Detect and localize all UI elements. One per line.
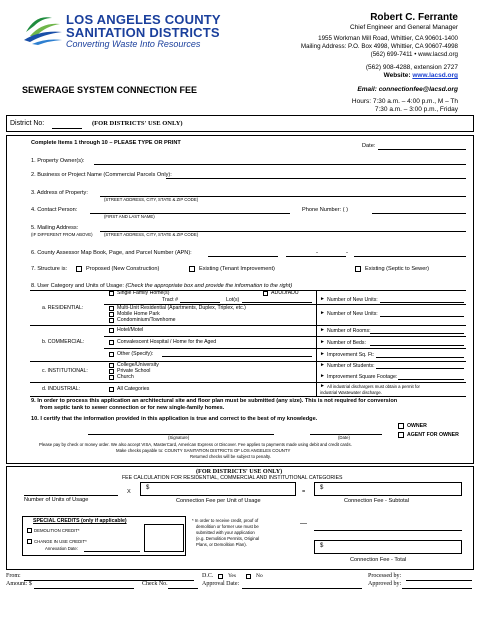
apn-book-input[interactable] [208, 256, 278, 257]
org-tagline: Converting Waste Into Resources [66, 39, 201, 49]
arrow-icon: ► [320, 296, 325, 302]
subtotal-box[interactable] [314, 482, 462, 496]
agent-label: AGENT FOR OWNER [407, 432, 459, 438]
credit-note-5: Plans, or Demolition Plan). [196, 542, 247, 547]
adu-checkbox[interactable] [263, 291, 268, 296]
mailing-address-label: 5. Mailing Address: [31, 225, 79, 231]
from-label: From: [6, 573, 21, 579]
demolition-credit-checkbox[interactable] [27, 528, 32, 533]
structure-proposed-checkbox[interactable] [76, 266, 82, 272]
industrial-note-1: All industrial dischargers must obtain a permit for [327, 384, 420, 389]
sfh-checkbox[interactable] [109, 291, 114, 296]
total-label: Connection Fee - Total [350, 557, 407, 563]
res-bottom [30, 325, 466, 326]
inst-bottom [30, 382, 466, 383]
total-dollar: $ [320, 543, 324, 549]
rooms-input[interactable] [370, 333, 464, 334]
check-no-input[interactable] [168, 588, 198, 589]
other-checkbox[interactable] [109, 352, 114, 357]
approved-by-label: Approved by: [368, 581, 402, 587]
times-sign: X [127, 489, 131, 495]
check-no-label: Check No. [142, 581, 168, 587]
condo-checkbox[interactable] [109, 318, 114, 323]
officer-title: Chief Engineer and General Manager [349, 24, 458, 31]
arrow-icon: ► [320, 310, 325, 316]
other-label: Other (Specify): [117, 351, 154, 357]
org-name-line2: SANITATION DISTRICTS [66, 25, 220, 40]
website-row [384, 72, 458, 79]
email-row [357, 86, 458, 93]
payment-note-1: Please pay by check or money order. We also accept VISA, MasterCard, American Express or Discover. Fee applies to payments made using debit and credit cards. [39, 442, 352, 447]
structure-septic-checkbox[interactable] [355, 266, 361, 272]
date-label: Date: [362, 143, 376, 149]
logo [22, 12, 64, 46]
fee-calc-heading: FEE CALCULATION FOR RESIDENTIAL, COMMERCIAL AND INSTITUTIONAL CATEGORIES [122, 475, 343, 481]
commercial-label: b. COMMERCIAL: [42, 339, 85, 345]
payment-note-2: Make checks payable to: COUNTY SANITATION DISTRICTS OF LOS ANGELES COUNTY [116, 448, 291, 453]
owner-label: OWNER [407, 423, 427, 429]
instructions: Complete Items 1 through 10 – PLEASE TYPE OR PRINT [31, 140, 181, 146]
signature-label: (Signature) [168, 435, 190, 440]
other-input[interactable] [162, 356, 312, 357]
church-checkbox[interactable] [109, 375, 114, 380]
amount-input[interactable] [34, 588, 134, 589]
property-owner-label: 1. Property Owner(s): [31, 158, 85, 164]
mailing-address-hint2: (STREET ADDRESS, CITY, STATE & ZIP CODE) [104, 232, 199, 237]
minus-sign: — [300, 520, 307, 527]
approval-date-input[interactable] [242, 588, 362, 589]
business-name-label: 2. Business or Project Name (Commercial Parcels Only): [31, 172, 172, 178]
user-category-note: (Check the appropriate box and provide the information to the right) [125, 283, 293, 289]
dc-no-label: No [256, 573, 263, 579]
district-note: (FOR DISTRICTS' USE ONLY) [92, 120, 183, 127]
processed-by-input[interactable] [406, 580, 472, 581]
new-units-input-1[interactable] [380, 302, 464, 303]
district-box [6, 115, 474, 132]
district-input[interactable] [52, 128, 82, 129]
approved-by-input[interactable] [402, 588, 472, 589]
payment-note-3: Returned checks will be subject to penalty. [190, 454, 271, 459]
credit-note-3: submitted with your application [196, 530, 255, 535]
processed-by-label: Processed by: [368, 573, 402, 579]
website-link[interactable]: www.lacsd.org [412, 72, 458, 79]
apn-dash2: - [346, 250, 348, 256]
apn-page-input[interactable] [286, 256, 346, 257]
improvement-sqft-input[interactable] [398, 379, 464, 380]
units-of-usage-label: Number of Units of Usage [24, 497, 89, 503]
students-input[interactable] [376, 368, 464, 369]
lots-label: Lot(s) [226, 297, 240, 303]
subtotal-label: Connection Fee - Subtotal [344, 498, 409, 504]
credit-note-2: demolition or former use must be [196, 524, 259, 529]
arrow-icon: ► [320, 351, 325, 357]
contact-person-label: 4. Contact Person: [31, 207, 78, 213]
college-label: College/University [117, 362, 159, 368]
main-form-box [6, 135, 474, 464]
district-label: District No: [10, 120, 45, 127]
mobile-home-label: Mobile Home Park [117, 311, 160, 317]
rooms-label: Number of Rooms: [327, 328, 371, 334]
structure-label: 7. Structure is: [31, 266, 68, 272]
structure-septic-label: Existing (Septic to Sewer) [365, 266, 430, 272]
address-line1: 1955 Workman Mill Road, Whittier, CA 90601-1400 [318, 35, 458, 42]
annexation-date-label: Annexation Date: [45, 546, 78, 551]
owner-checkbox[interactable] [398, 423, 404, 429]
mailing-address-hint1: (IF DIFFERENT FROM ABOVE) [31, 232, 93, 237]
new-units-input-2[interactable] [380, 316, 464, 317]
item10-statement: 10. I certify that the information provided in this application is true and correct to the best of my knowledge. [31, 416, 318, 422]
user-category-title: 8. User Category and Units of Usage: [31, 283, 124, 289]
hotel-label: Hotel/Motel [117, 327, 144, 333]
residential-label: a. RESIDENTIAL: [42, 305, 84, 311]
credit-note-1: * In order to receive credit, proof of [192, 518, 259, 523]
arrow-icon: ► [320, 373, 325, 379]
email-link[interactable]: connectionfee@lacsd.org [378, 86, 458, 93]
lots-input[interactable] [242, 302, 312, 303]
demolition-credit-label: DEMOLITION CREDIT* [34, 528, 80, 533]
property-address-hint: (STREET ADDRESS, CITY, STATE & ZIP CODE) [104, 197, 199, 202]
from-input[interactable] [24, 580, 194, 581]
com-bottom [30, 361, 466, 362]
students-label: Number of Students: [327, 363, 375, 369]
change-in-use-checkbox[interactable] [27, 539, 32, 544]
hours-line2: 7:30 a.m. – 3:00 p.m., Friday [374, 106, 458, 113]
improvement-sqft-label: Improvement Square Footage: [327, 374, 398, 380]
special-credits-title: SPECIAL CREDITS (only if applicable) [33, 518, 127, 524]
fee-per-unit-dollar: $ [146, 485, 150, 491]
dc-label: D.C. [202, 573, 214, 579]
structure-existing-ti-label: Existing (Tenant Improvement) [199, 266, 275, 272]
convalescent-checkbox[interactable] [109, 340, 114, 345]
org-name-line1: LOS ANGELES COUNTY [66, 12, 221, 27]
fee-per-unit-label: Connection Fee per Unit of Usage [176, 498, 261, 504]
category-table-bottom [30, 396, 466, 397]
tract-label: Tract # [162, 297, 178, 303]
adu-label: ADU/JrADU [271, 290, 299, 296]
dc-no-checkbox[interactable] [246, 574, 251, 579]
date-input[interactable] [378, 149, 466, 150]
address-line3: (562) 699-7411 • www.lacsd.org [370, 51, 458, 58]
credit-note-4: (e.g. Demolition Permits, Original [196, 536, 260, 541]
email-label: Email: [357, 86, 377, 93]
contact-person-hint: (FIRST AND LAST NAME) [104, 214, 155, 219]
dc-yes-label: Yes [228, 573, 237, 579]
arrow-icon: ► [320, 383, 325, 389]
annexation-date-input[interactable] [84, 551, 140, 552]
officer-name: Robert C. Ferrante [370, 12, 458, 23]
equals-sign: = [302, 489, 306, 495]
improvement-label: Improvement Sq. Ft: [327, 352, 374, 358]
credit-deduction-input[interactable] [314, 530, 462, 531]
arrow-icon: ► [320, 362, 325, 368]
structure-proposed-label: Proposed (New Construction) [86, 266, 160, 272]
condo-label: Condominium/Townhome [117, 317, 176, 323]
apn-parcel-input[interactable] [354, 256, 466, 257]
church-label: Church [117, 374, 134, 380]
contact-phone: (562) 908-4288, extension 2727 [365, 64, 458, 71]
category-table-divider [316, 290, 317, 396]
multi-unit-label: Multi-Unit Residential (Apartments, Duplex, Triplex, etc.) [117, 305, 246, 311]
business-name-input[interactable] [166, 178, 466, 179]
districts-use-heading: (FOR DISTRICTS' USE ONLY) [196, 468, 283, 475]
sanitation-logo-icon [22, 12, 64, 46]
industrial-label: d. INDUSTRIAL: [42, 386, 81, 392]
beds-label: Number of Beds: [327, 340, 366, 346]
item9-line2: from septic tank to sewer connection or for new single-family homes. [40, 405, 225, 411]
hours-line1: Hours: 7:30 a.m. – 4:00 p.m., M – Th [351, 98, 458, 105]
college-checkbox[interactable] [109, 363, 114, 368]
private-school-checkbox[interactable] [109, 369, 114, 374]
user-category-label [31, 283, 292, 289]
institutional-label: c. INSTITUTIONAL: [42, 368, 88, 374]
total-box[interactable] [314, 540, 462, 554]
approval-date-label: Approval Date: [202, 581, 240, 587]
tract-input[interactable] [180, 302, 220, 303]
hotel-checkbox[interactable] [109, 328, 114, 333]
category-table-top [30, 290, 466, 291]
website-label: Website: [383, 72, 411, 79]
convalescent-label: Convalescent Hospital / Home for the Aged [117, 339, 217, 345]
change-in-use-label: CHANGE IN USE CREDIT* [34, 539, 87, 544]
beds-input[interactable] [370, 345, 464, 346]
dc-yes-checkbox[interactable] [218, 574, 223, 579]
apn-label: 6. County Assessor Map Book, Page, and Parcel Number (APN): [31, 250, 192, 256]
industrial-note-2: industrial Wastewater discharge. [320, 390, 382, 395]
phone-number-label: Phone Number: ( ) [302, 207, 349, 213]
sfh-label: Single Family Home(s) [117, 290, 170, 296]
arrow-icon: ► [320, 339, 325, 345]
arrow-icon: ► [320, 327, 325, 333]
all-categories-label: All Categories [117, 386, 150, 392]
all-categories-checkbox[interactable] [109, 387, 114, 392]
signature-date-label: (Date) [338, 435, 350, 440]
structure-existing-ti-checkbox[interactable] [189, 266, 195, 272]
form-title: SEWERAGE SYSTEM CONNECTION FEE [22, 85, 198, 95]
units-of-usage-input[interactable] [24, 495, 118, 496]
subtotal-dollar: $ [320, 485, 324, 491]
property-address-label: 3. Address of Property: [31, 190, 88, 196]
item9-line1: 9. In order to process this application an architectural site and floor plan must be submitted (any size). This is not required for conversion [31, 398, 398, 404]
new-units-label-1: Number of New Units: [327, 297, 378, 303]
private-school-label: Private School [117, 368, 151, 374]
new-units-label-2: Number of New Units: [327, 311, 378, 317]
property-owner-input[interactable] [94, 164, 466, 165]
phone-number-input[interactable] [372, 213, 466, 214]
apn-dash1: - [316, 250, 318, 256]
agent-checkbox[interactable] [398, 432, 404, 438]
fee-per-unit-box[interactable] [140, 482, 296, 496]
amount-label: Amount: $ [6, 581, 32, 587]
multi-unit-checkbox[interactable] [109, 306, 114, 311]
credit-amount-box[interactable] [144, 524, 184, 552]
address-line2: Mailing Address: P.O. Box 4998, Whittier, CA 90607-4998 [300, 43, 458, 50]
improvement-input[interactable] [376, 357, 464, 358]
mobile-home-checkbox[interactable] [109, 312, 114, 317]
